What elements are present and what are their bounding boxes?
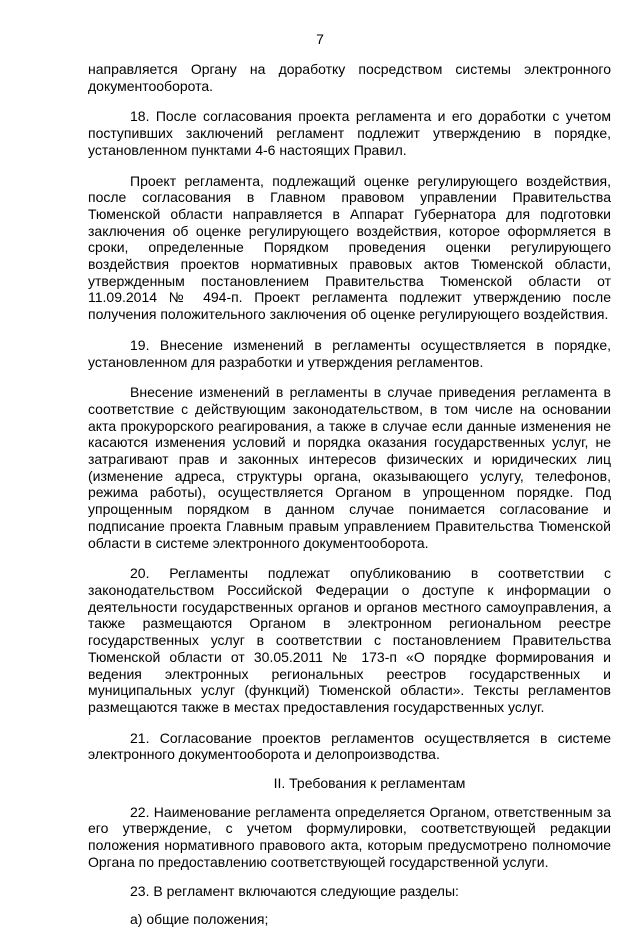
paragraph-18-regulatory-assessment: Проект регламента, подлежащий оценке регулирующего воздействия, после согласования в Главном правовом управлении Правительства Тюменской области направляется в Аппарат Губернатора для подготовки заключения об оценке регулирующего воздействия, которое оформляется в сроки, определенные Порядком проведения оценки регулирующего воздействия проектов нормативных правовых актов Тюменской области, утвержденным постановлением Правительства Тюменской области от 11.09.2014 № 494-п. Проект регламента подлежит утверждению после получения положительного заключения об оценке регулирующего воздействия. xyxy=(88,172,611,323)
paragraph-23: 23. В регламент включаются следующие разделы: xyxy=(130,882,459,899)
section-heading: II. Требования к регламентам xyxy=(273,775,466,792)
paragraph-20: 20. Регламенты подлежат опубликованию в соответствии с законодательством Российской Федерации о доступе к информации о деятельности государственных органов и органов местного самоуправления, а также размещаются Органом в электронном региональном реестре государственных услуг в соответствии с постановлением Правительства Тюменской области от 30.05.2011 № 173-п «О порядке формирования и ведения электронных региональных реестров государственных и муниципальных услуг (функций) Тюменской области». Тексты регламентов размещаются также в местах предоставления государственных услуг. xyxy=(88,565,611,715)
paragraph-22: 22. Наименование регламента определяется Органом, ответственным за его утверждение, с учетом формулировки, соответствующей редакции положения нормативного правового акта, которым предусмотрено полномочие Органа по предоставлению соответствующей государственной услуги. xyxy=(88,803,611,870)
paragraph-19-simplified-procedure: Внесение изменений в регламенты в случае приведения регламента в соответствие с действующим законодательством, в том числе на основании акта прокурорского реагирования, а также в случае если данные изменения не касаются изменения условий и порядка оказания государственных услуг, не затрагивают прав и законных интересов физических и юридических лиц (изменение адреса, структуры органа, оказывающего услугу, телефонов, режима работы), осуществляется Органом в упрощенном порядке. Под упрощенным порядком в данном случае понимается согласование и подписание проекта Главным правым управлением Правительства Тюменской области в системе электронного документооборота. xyxy=(88,384,611,551)
paragraph-continuation: направляется Органу на доработку посредством системы электронного документооборота. xyxy=(88,61,611,94)
page-number: 7 xyxy=(316,31,324,47)
paragraph-18: 18. После согласования проекта регламента и его доработки с учетом поступивших заключений регламент подлежит утверждению в порядке, установленном пунктами 4-6 настоящих Правил. xyxy=(88,108,611,158)
paragraph-21: 21. Согласование проектов регламентов осуществляется в системе электронного документооборота и делопроизводства. xyxy=(88,729,611,763)
paragraph-23-item-a: а) общие положения; xyxy=(130,911,269,928)
document-body xyxy=(88,61,611,940)
paragraph-19: 19. Внесение изменений в регламенты осуществляется в порядке, установленном для разработки и утверждения регламентов. xyxy=(88,336,611,370)
